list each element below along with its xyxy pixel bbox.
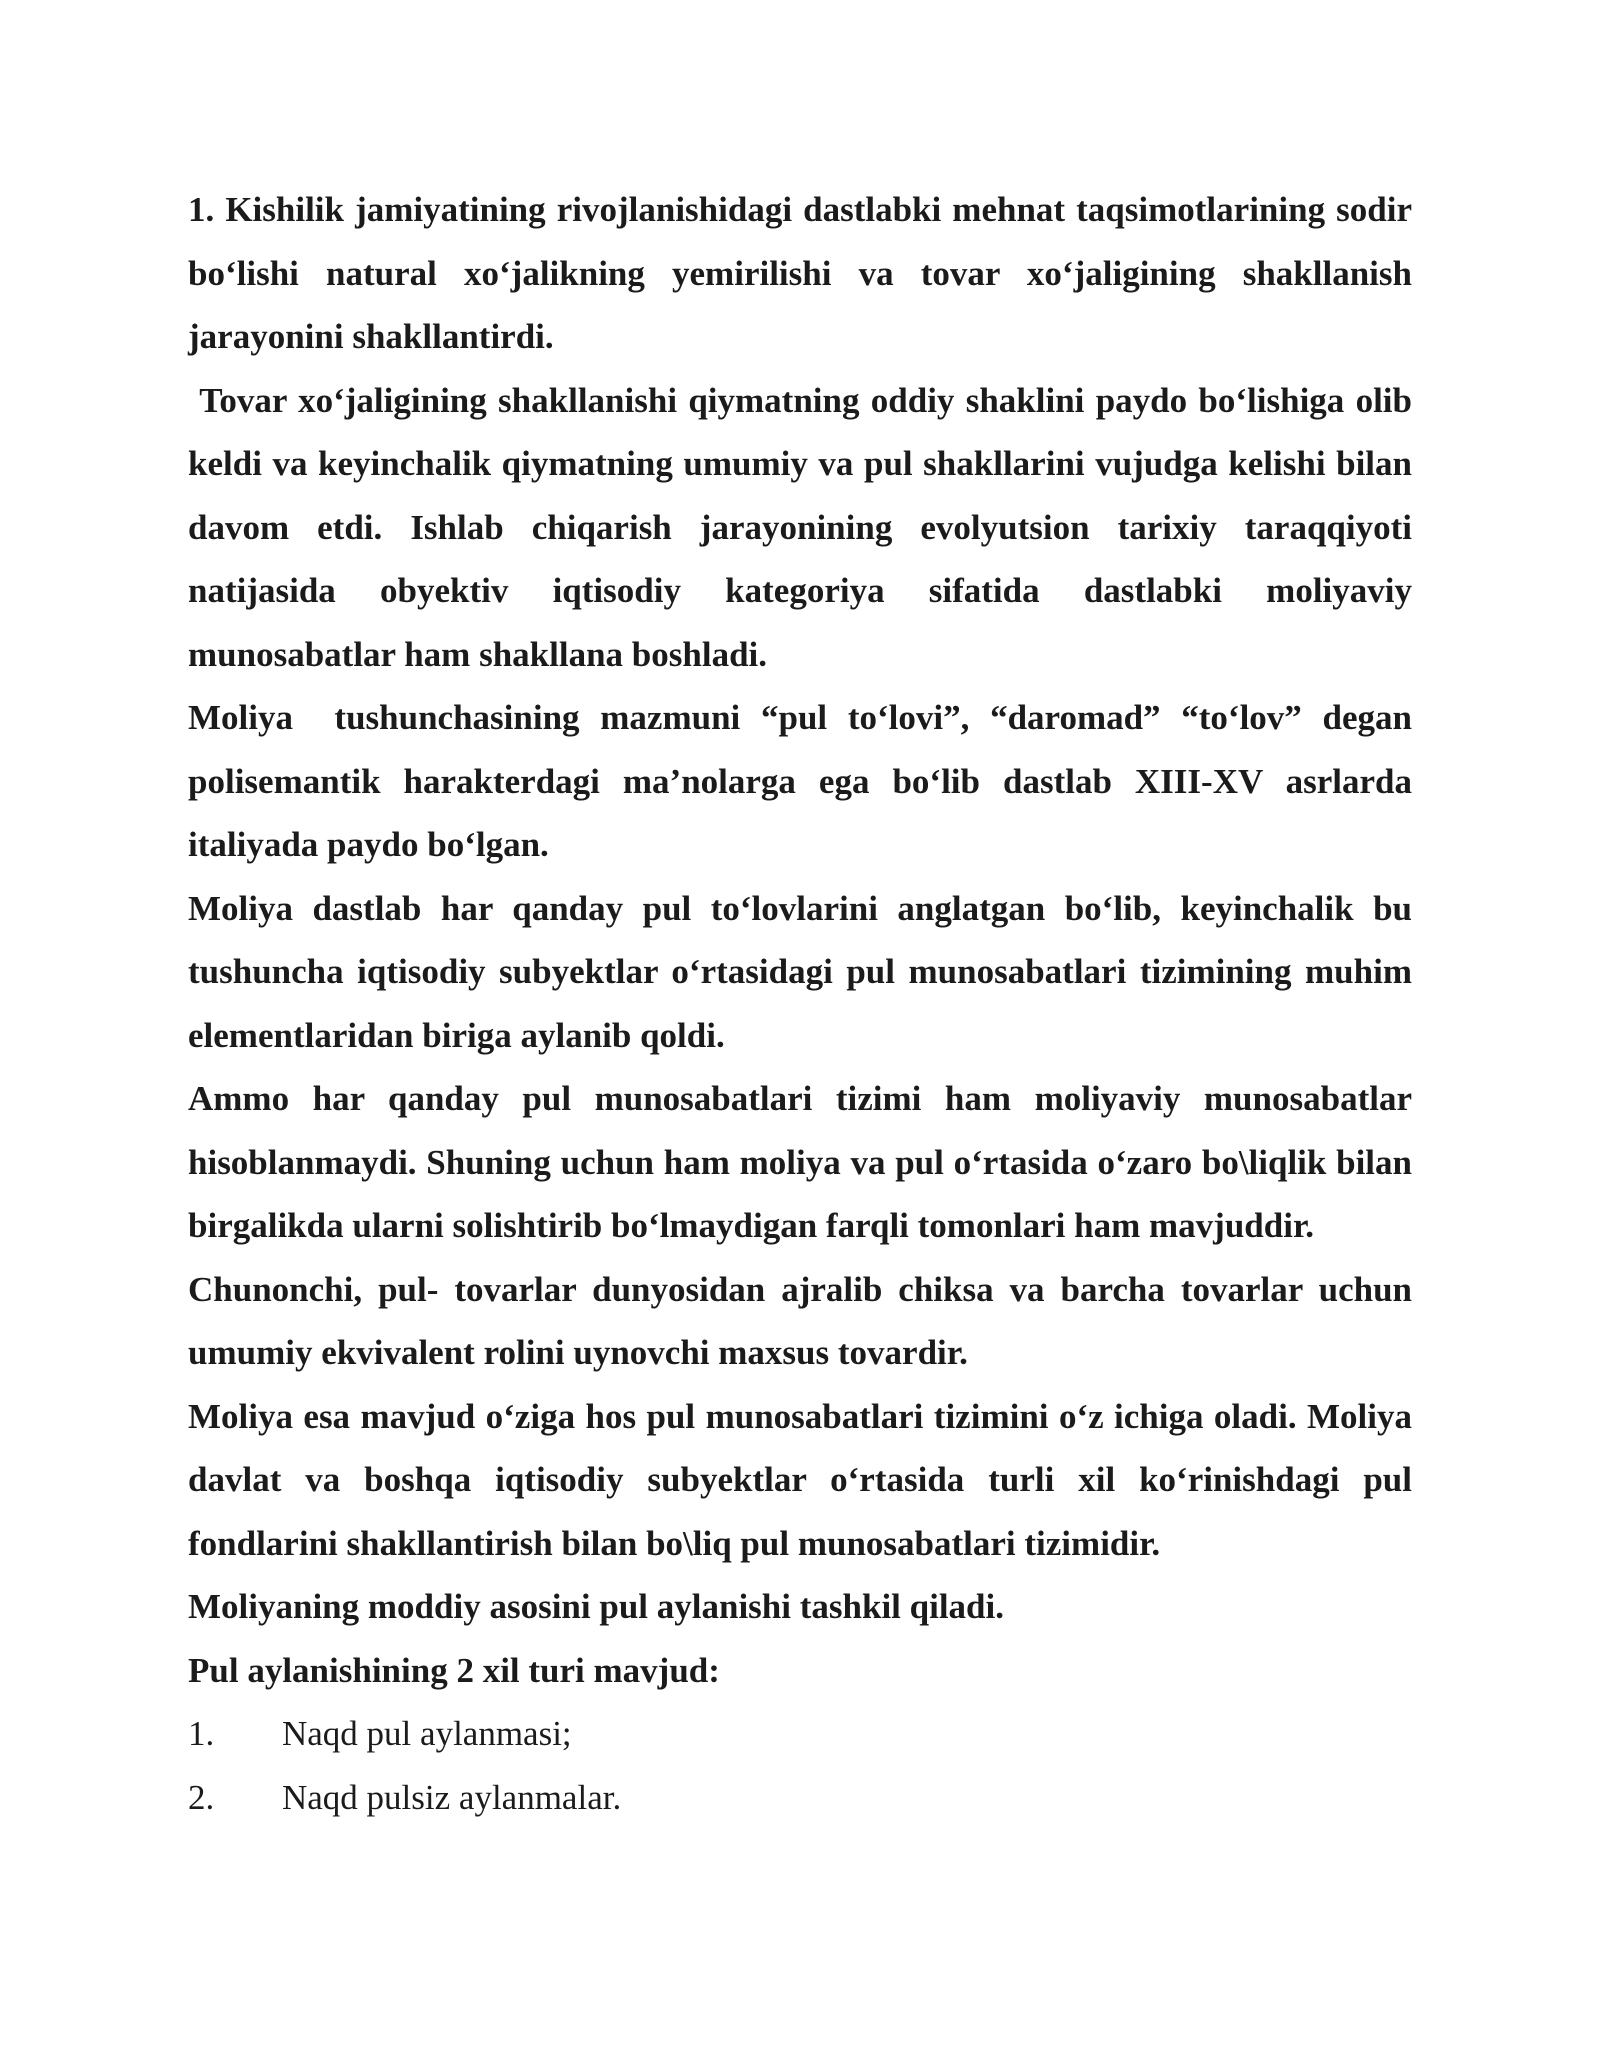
- paragraph-7: Moliya esa mavjud o‘ziga hos pul munosabatlari tizimini o‘z ichiga oladi. Moliya davlat va boshqa iqtisodiy subyektlar o‘rtasida turli xil ko‘rinishdagi pul fondlarini shakllantirish bilan bo\liq pul munosabatlari tizimidir.: [188, 1396, 1412, 1563]
- paragraph-2: Tovar xo‘jaligining shakllanishi qiymatning oddiy shaklini paydo bo‘lishiga olib keldi va keyinchalik qiymatning umumiy va pul shakllarini vujudga kelishi bilan davom etdi. Ishlab chiqarish jarayonining evolyutsion tarixiy taraqqiyoti natijasida obyektiv iqtisodiy kategoriya sifatida dastlabki moliyaviy munosabatlar ham shakllana boshladi.: [188, 380, 1421, 674]
- paragraph-4: Moliya dastlab har qanday pul to‘lovlarini anglatgan bo‘lib, keyinchalik bu tushuncha iqtisodiy subyektlar o‘rtasidagi pul munosabatlari tizimining muhim elementlaridan biriga aylanib qoldi.: [188, 888, 1412, 1055]
- list-item: [188, 1702, 1412, 1766]
- numbered-list: [188, 1702, 1412, 1829]
- list-item-text: Naqd pulsiz aylanmalar.: [282, 1777, 622, 1817]
- list-item-text: Naqd pul aylanmasi;: [282, 1714, 572, 1753]
- paragraph-9: Pul aylanishining 2 xil turi mavjud:: [188, 1650, 720, 1690]
- paragraph-5: Ammo har qanday pul munosabatlari tizimi ham moliyaviy munosabatlar hisoblanmaydi. Shuning uchun ham moliya va pul o‘rtasida o‘zaro bo\liqlik bilan birgalikda ularni solishtirib bo‘lmaydigan farqli tomonlari ham mavjuddir.: [188, 1079, 1412, 1245]
- list-item: [188, 1766, 1412, 1830]
- paragraph-6: Chunonchi, pul- tovarlar dunyosidan ajralib chiksa va barcha tovarlar uchun umumiy ekvivalent rolini uynovchi maxsus tovardir.: [188, 1269, 1412, 1372]
- document-page: [188, 178, 1421, 1829]
- paragraph-3: Moliya tushunchasining mazmuni “pul to‘lovi”, “daromad” “to‘lov” degan polisemantik harakterdagi ma’nolarga ega bo‘lib dastlab XIII-XV asrlarda italiyada paydo bo‘lgan.: [188, 698, 1421, 864]
- list-item-number: 2.: [188, 1777, 215, 1817]
- list-item-number: 1.: [188, 1714, 215, 1753]
- paragraph-8: Moliyaning moddiy asosini pul aylanishi tashkil qiladi.: [188, 1587, 1004, 1626]
- paragraph-1: 1. Kishilik jamiyatining rivojlanishidagi dastlabki mehnat taqsimotlarining sodir bo‘lishi natural xo‘jalikning yemirilishi va tovar xo‘jaligining shakllanish jarayonini shakllantirdi.: [188, 190, 1421, 356]
